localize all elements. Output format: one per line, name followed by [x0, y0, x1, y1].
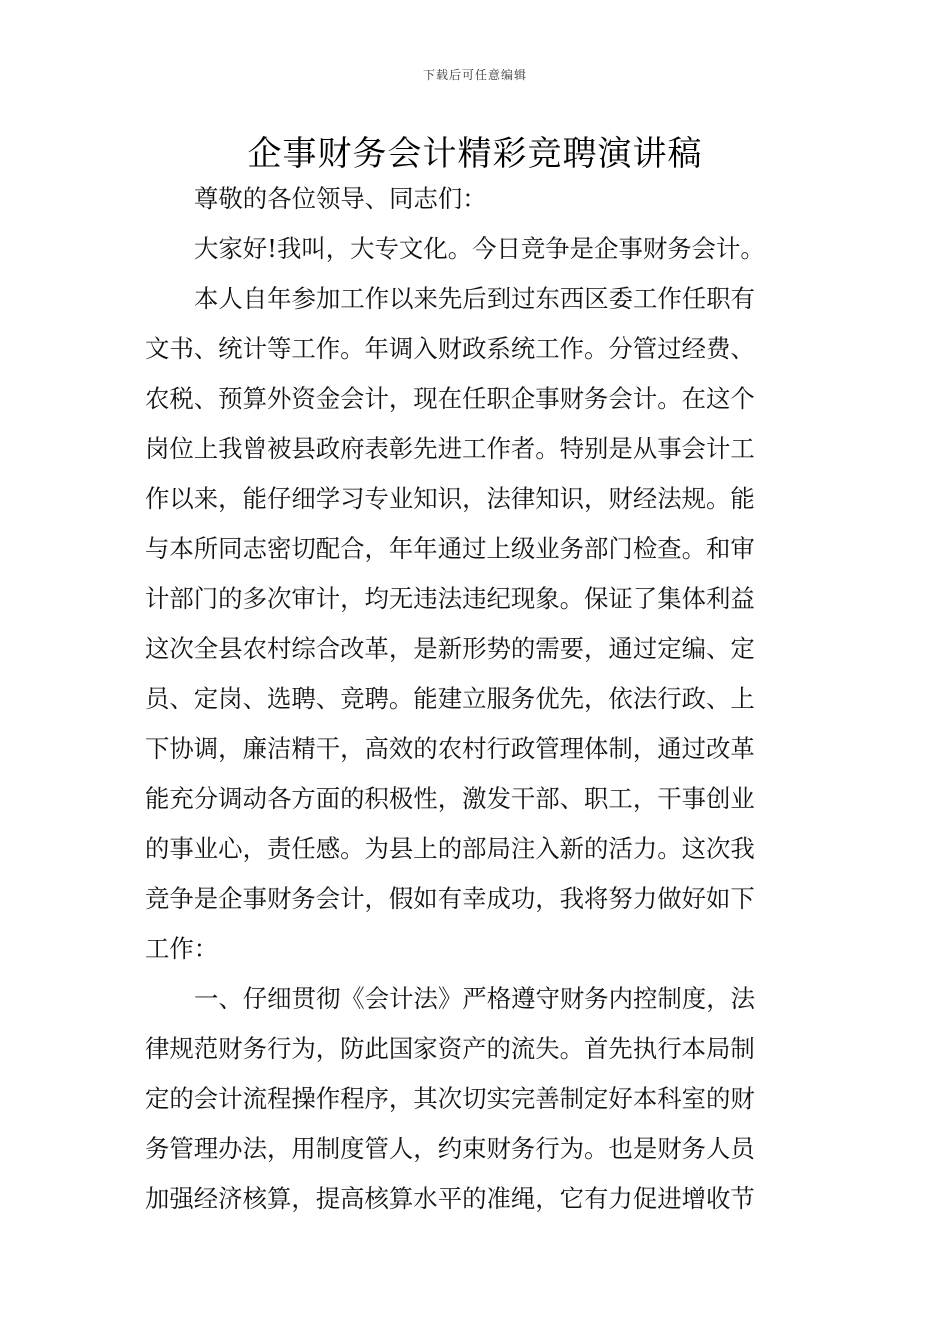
paragraph-line: 大家好!我叫，大专文化。今日竞争是企事财务会计。 — [194, 234, 765, 263]
paragraph-line: 农税、预算外资金会计，现在任职企事财务会计。在这个 — [145, 384, 755, 413]
paragraph-line: 加强经济核算，提高核算水平的准绳，它有力促进增收节 — [145, 1184, 755, 1213]
paragraph-line: 下协调，廉洁精干，高效的农村行政管理体制，通过改革 — [145, 734, 755, 763]
paragraph-line: 本人自年参加工作以来先后到过东西区委工作任职有 — [194, 284, 755, 313]
paragraph-line: 文书、统计等工作。年调入财政系统工作。分管过经费、 — [145, 334, 755, 363]
paragraph-line: 定的会计流程操作程序，其次切实完善制定好本科室的财 — [145, 1084, 755, 1113]
header-note: 下载后可任意编辑 — [422, 68, 527, 82]
paragraph-line: 竞争是企事财务会计，假如有幸成功，我将努力做好如下 — [145, 884, 755, 913]
paragraph-line: 员、定岗、选聘、竞聘。能建立服务优先，依法行政、上 — [145, 684, 755, 713]
paragraph-line: 工作： — [145, 934, 219, 963]
salutation-line: 尊敬的各位领导、同志们： — [194, 184, 487, 213]
document-title: 企事财务会计精彩竞聘演讲稿 — [247, 134, 703, 174]
paragraph-line: 律规范财务行为，防此国家资产的流失。首先执行本局制 — [145, 1034, 755, 1063]
paragraph-line: 与本所同志密切配合，年年通过上级业务部门检查。和审 — [145, 534, 755, 563]
paragraph-line: 的事业心，责任感。为县上的部局注入新的活力。这次我 — [145, 834, 755, 863]
paragraph-line: 作以来，能仔细学习专业知识，法律知识，财经法规。能 — [145, 484, 755, 513]
paragraph-line: 岗位上我曾被县政府表彰先进工作者。特别是从事会计工 — [145, 434, 755, 463]
paragraph-line: 能充分调动各方面的积极性，激发干部、职工，干事创业 — [145, 784, 755, 813]
paragraph-line: 计部门的多次审计，均无违法违纪现象。保证了集体利益 — [145, 584, 755, 613]
paragraph-line: 这次全县农村综合改革，是新形势的需要，通过定编、定 — [145, 634, 755, 663]
paragraph-line: 一、仔细贯彻《会计法》严格遵守财务内控制度，法 — [194, 984, 755, 1013]
document-body — [145, 174, 811, 1224]
paragraph-line: 务管理办法，用制度管人，约束财务行为。也是财务人员 — [145, 1134, 755, 1163]
